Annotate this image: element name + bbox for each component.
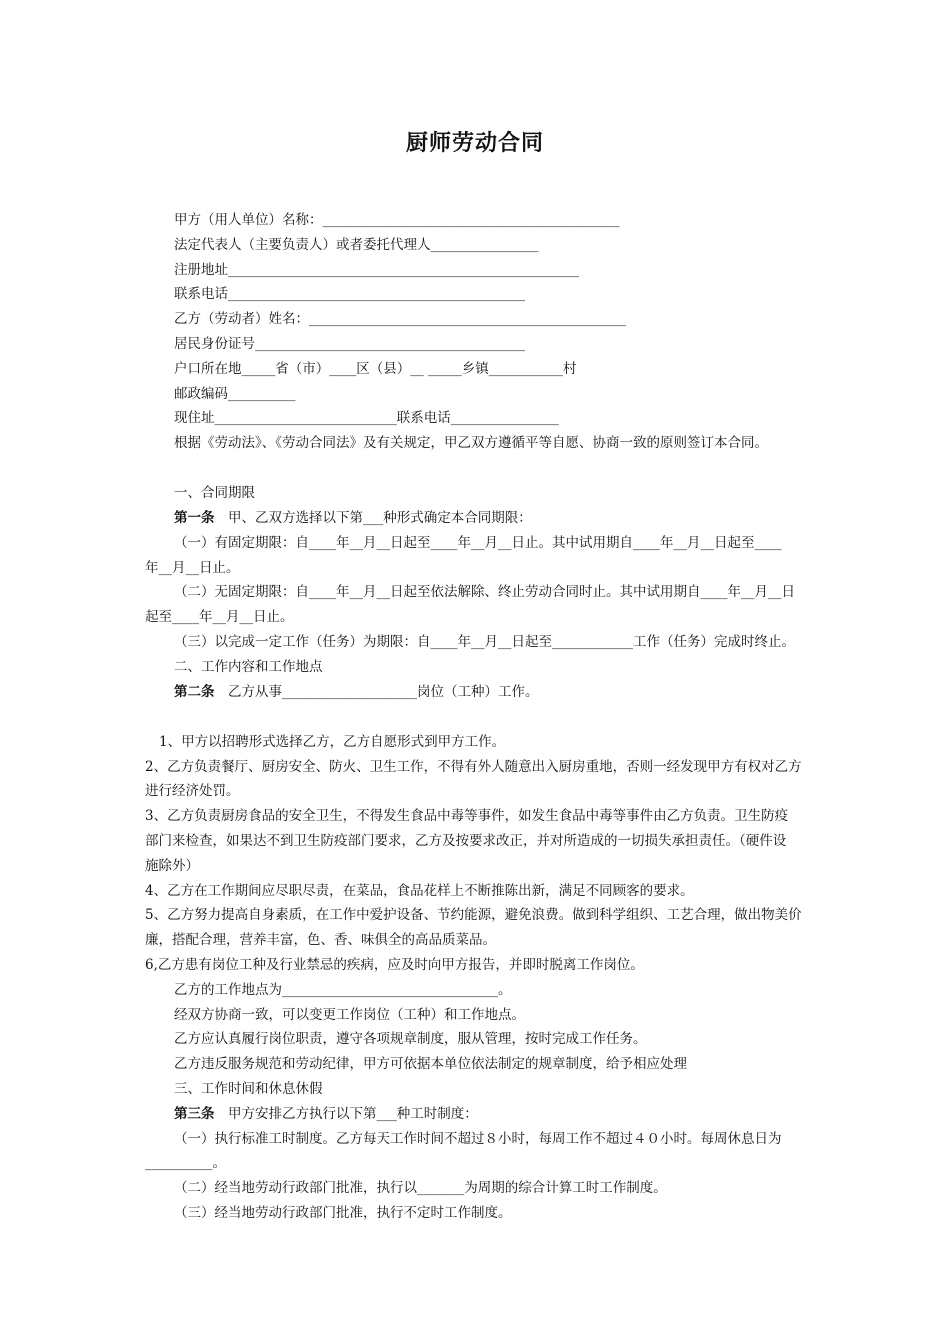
violation-clause: 乙方违反服务规范和劳动纪律，甲方可依据本单位依法制定的规章制度，给予相应处理 xyxy=(174,1056,687,1072)
party-a-phone-line: 联系电话____________________________________________ xyxy=(174,286,525,302)
duty-item-3-line-2: 部门来检查，如果达不到卫生防疫部门要求，乙方及按要求改正，并对所造成的一切损失承担责任。（硬件设 xyxy=(145,833,787,849)
duty-clause: 乙方应认真履行岗位职责，遵守各项规章制度，服从管理，按时完成工作任务。 xyxy=(174,1031,647,1047)
duty-item-5-line-2: 廉，搭配合理，营养丰富，色、香、味俱全的高品质菜品。 xyxy=(145,932,496,948)
article-3 xyxy=(174,1105,478,1123)
duty-item-3-line-1: 3、乙方负责厨房食品的安全卫生，不得发生食品中毒等事件，如发生食品中毒等事件由乙方负责。卫生防疫 xyxy=(145,808,789,824)
section-3-heading: 三、工作时间和休息休假 xyxy=(174,1081,323,1097)
article-3-text: 甲方安排乙方执行以下第___种工时制度： xyxy=(214,1106,478,1122)
article-3-label: 第三条 xyxy=(174,1106,215,1122)
postcode-line: 邮政编码__________ xyxy=(174,386,296,402)
section-1-heading: 一、合同期限 xyxy=(174,485,255,501)
fixed-term-line-2: 年__月__日止。 xyxy=(145,560,240,576)
document-title: 厨师劳动合同 xyxy=(405,130,544,156)
task-term-line: （三）以完成一定工作（任务）为期限：自____年__月__日起至____________工作（任务）完成时终止。 xyxy=(174,634,795,650)
hukou-line: 户口所在地_____省（市）____区（县）__ _____乡镇___________村 xyxy=(174,361,577,377)
section-2-heading: 二、工作内容和工作地点 xyxy=(174,659,323,675)
party-a-name-line: 甲方（用人单位）名称：____________________________________________ xyxy=(174,212,620,228)
duty-item-5-line-1: 5、乙方努力提高自身素质，在工作中爱护设备、节约能源，避免浪费。做到科学组织、工艺合理，做出物美价 xyxy=(145,907,802,923)
duty-item-2-line-1: 2、乙方负责餐厅、厨房安全、防火、卫生工作，不得有外人随意出入厨房重地，否则一经发现甲方有权对乙方 xyxy=(145,759,802,775)
standard-hours-line-1: （一）执行标准工时制度。乙方每天工作时间不超过８小时，每周工作不超过４０小时。每周休息日为 xyxy=(174,1131,782,1147)
change-clause: 经双方协商一致，可以变更工作岗位（工种）和工作地点。 xyxy=(174,1007,525,1023)
article-2-text: 乙方从事____________________岗位（工种）工作。 xyxy=(214,684,539,700)
standard-hours-line-2: __________。 xyxy=(145,1155,226,1171)
preamble-text: 根据《劳动法》、《劳动合同法》及有关规定，甲乙双方遵循平等自愿、协商一致的原则签订本合同。 xyxy=(174,435,768,451)
flexible-hours-line: （三）经当地劳动行政部门批准，执行不定时工作制度。 xyxy=(174,1205,512,1221)
article-1 xyxy=(174,509,532,527)
duty-item-6: 6,乙方患有岗位工种及行业禁忌的疾病，应及时向甲方报告，并即时脱离工作岗位。 xyxy=(145,957,644,973)
duty-item-2-line-2: 进行经济处罚。 xyxy=(145,783,240,799)
id-number-line: 居民身份证号________________________________________ xyxy=(174,336,525,352)
duty-item-3-line-3: 施除外） xyxy=(145,858,199,874)
duty-item-4: 4、乙方在工作期间应尽职尽责，在菜品，食品花样上不断推陈出新，满足不同顾客的要求。 xyxy=(145,883,694,899)
current-address-line: 现住址___________________________联系电话________________ xyxy=(174,410,559,426)
legal-rep-line: 法定代表人（主要负责人）或者委托代理人________________ xyxy=(174,237,539,253)
article-1-text: 甲、乙双方选择以下第___种形式确定本合同期限： xyxy=(214,510,532,526)
article-2 xyxy=(174,683,539,701)
workplace-line: 乙方的工作地点为________________________________。 xyxy=(174,982,512,998)
article-1-label: 第一条 xyxy=(174,510,215,526)
registered-address-line: 注册地址____________________________________________________ xyxy=(174,262,579,278)
fixed-term-line-1: （一）有固定期限：自____年__月__日起至____年__月__日止。其中试用期自____年__月__日起至____ xyxy=(174,535,782,551)
article-2-label: 第二条 xyxy=(174,684,215,700)
open-term-line-2: 起至____年__月__日止。 xyxy=(145,609,294,625)
open-term-line-1: （二）无固定期限：自____年__月__日起至依法解除、终止劳动合同时止。其中试用期自____年__月__日 xyxy=(174,584,795,600)
party-b-name-line: 乙方（劳动者）姓名：_______________________________________________ xyxy=(174,311,627,327)
comprehensive-hours-line: （二）经当地劳动行政部门批准，执行以_______为周期的综合计算工时工作制度。 xyxy=(174,1180,667,1196)
duty-item-1: 1、甲方以招聘形式选择乙方，乙方自愿形式到甲方工作。 xyxy=(159,734,506,750)
